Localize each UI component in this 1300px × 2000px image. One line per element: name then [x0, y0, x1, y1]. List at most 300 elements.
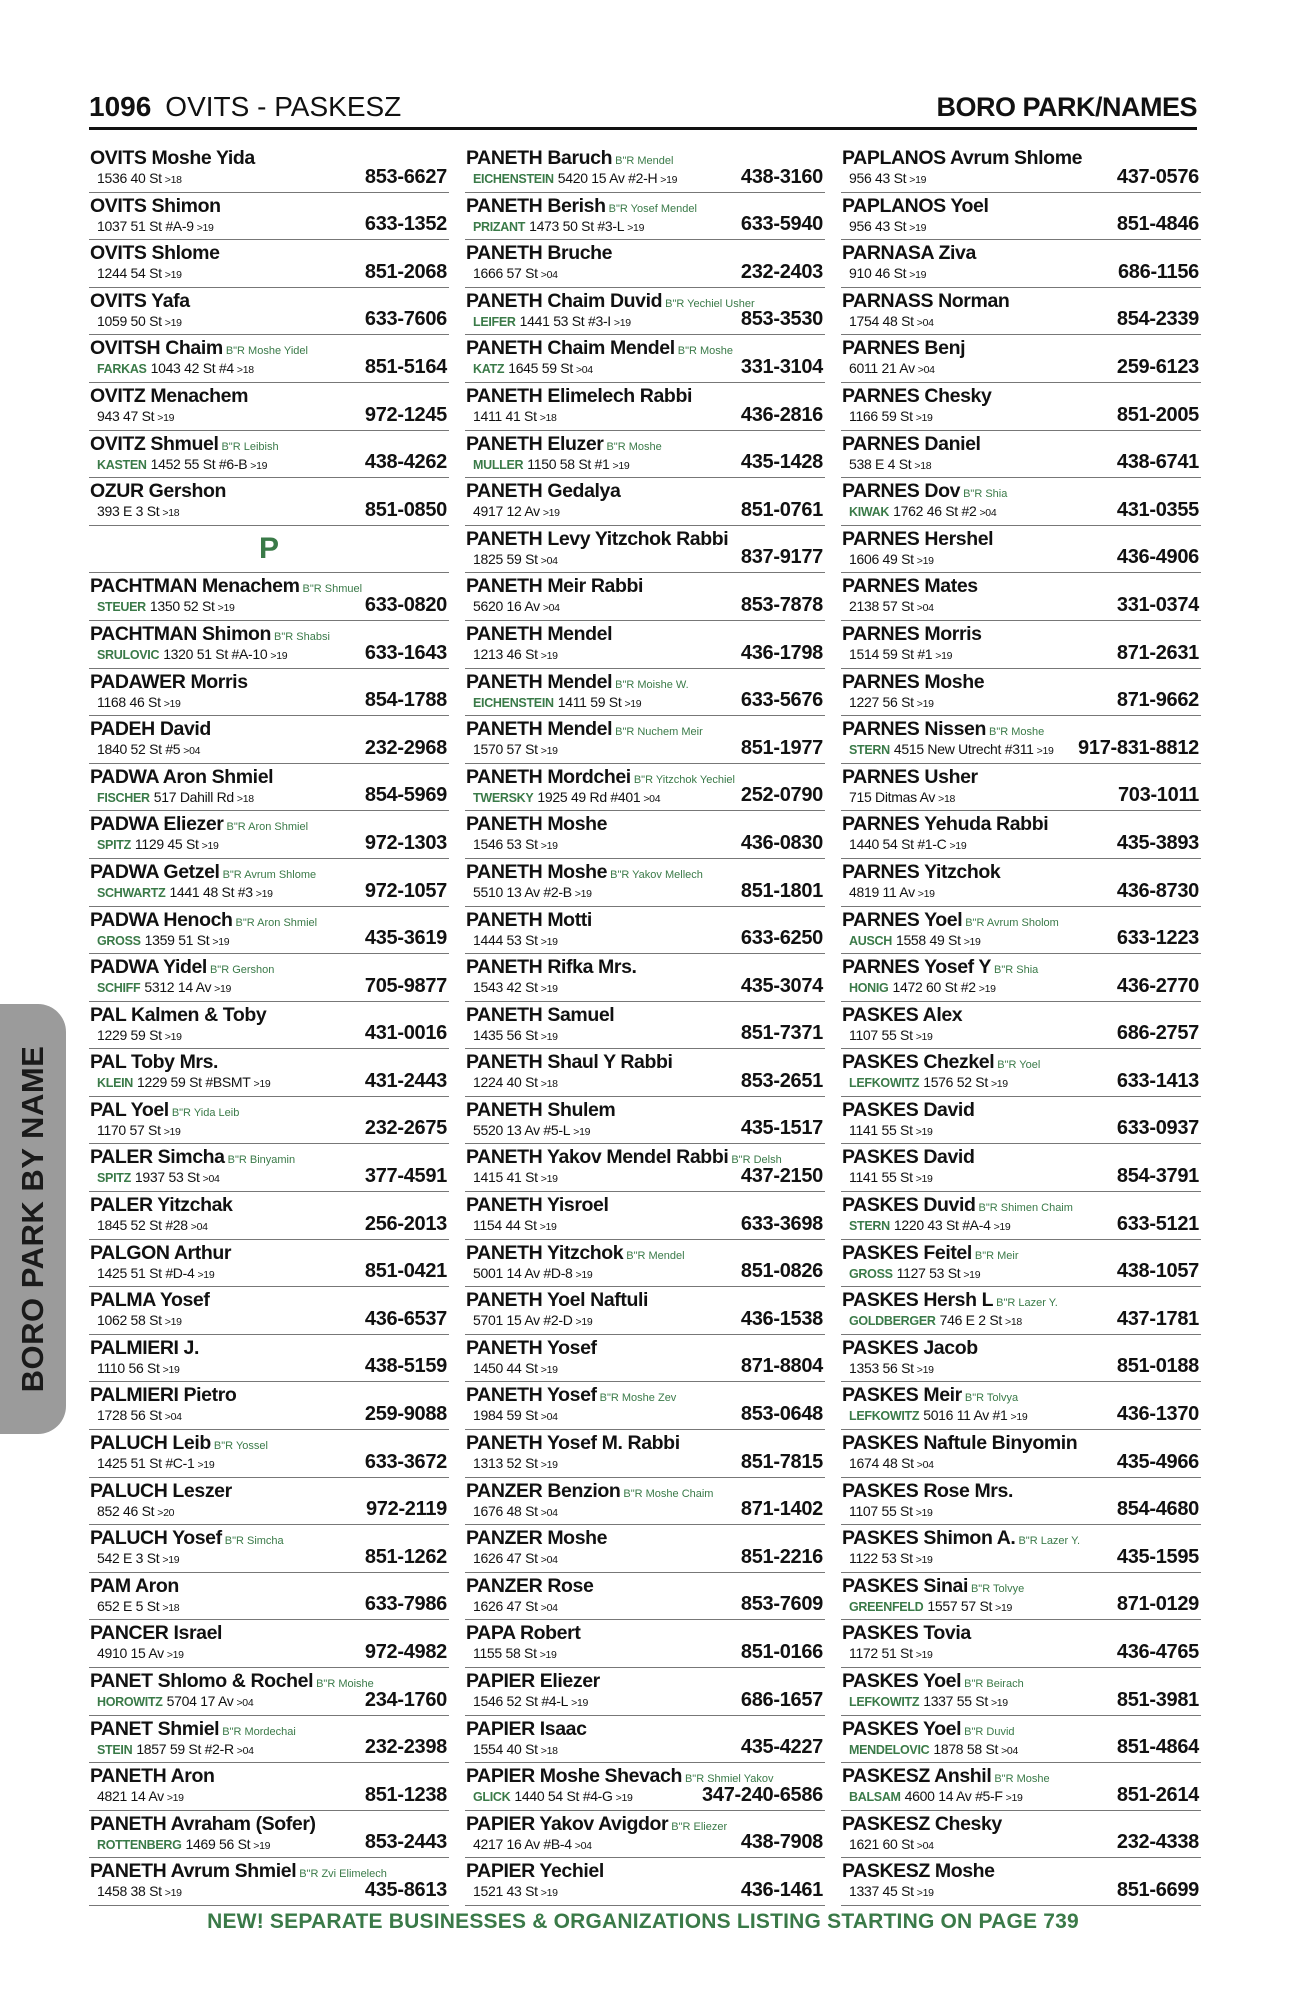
- listing-address: 5312 14 Av: [144, 979, 212, 996]
- listing-address-line: [97, 1550, 179, 1566]
- listing-name: [466, 1860, 604, 1883]
- listing-name: [90, 861, 316, 884]
- listing-phone: 436-4765: [1116, 1641, 1199, 1663]
- listing-parent-note: B"R Moshe: [606, 440, 662, 453]
- listing-zip-code: >19: [963, 1268, 981, 1281]
- listing-address-line: [473, 789, 660, 805]
- listing-family-name: AUSCH: [849, 933, 892, 948]
- listing-phone: 851-0188: [1116, 1355, 1199, 1378]
- listing-address-line: [849, 1598, 1012, 1614]
- listing-family-name: EICHENSTEIN: [473, 695, 554, 710]
- listing-name-text: PANETH Shulem: [466, 1098, 616, 1121]
- listing-zip-code: >04: [916, 1839, 934, 1852]
- listing-name-text: PARNES Nissen: [842, 718, 986, 741]
- listing-zip-code: >19: [909, 269, 927, 282]
- listing-entry: [89, 1620, 449, 1668]
- listing-address: 1227 56 St: [849, 693, 914, 710]
- listing-entry: [89, 1144, 449, 1192]
- listing-parent-note: B"R Shmiel Yakov: [684, 1773, 774, 1786]
- listing-family-name: STEIN: [97, 1742, 133, 1757]
- listing-zip-code: >19: [917, 887, 935, 900]
- listing-address: 517 Dahill Rd: [153, 788, 234, 805]
- listing-name-text: PARNES Yehuda Rabbi: [842, 813, 1049, 836]
- listing-entry: [89, 907, 449, 955]
- listing-name: [90, 956, 274, 979]
- listing-address-line: [473, 1741, 558, 1757]
- listing-zip-code: >19: [540, 745, 558, 758]
- listing-address: 4600 14 Av #5-F: [904, 1788, 1003, 1805]
- listing-name-text: PALMIERI J.: [90, 1336, 200, 1359]
- listing-zip-code: >19: [909, 174, 927, 186]
- listing-phone: 851-2005: [1116, 403, 1199, 426]
- listing-name-text: PAPIER Yechiel: [466, 1860, 604, 1883]
- listing-entry: [841, 288, 1201, 336]
- listing-name: [90, 195, 221, 218]
- listing-name: [466, 242, 612, 265]
- listing-entry: [89, 1811, 449, 1859]
- listing-name-text: PAPIER Isaac: [466, 1717, 587, 1740]
- listing-zip-code: >19: [201, 840, 219, 853]
- listing-address-line: [97, 1883, 182, 1899]
- listing-name: [90, 1622, 222, 1645]
- listing-zip-code: >19: [915, 1173, 933, 1186]
- listing-name-text: PANETH Rifka Mrs.: [466, 956, 637, 979]
- listing-name-text: PARNES Dov: [842, 480, 961, 503]
- listing-entry: [89, 669, 449, 717]
- listing-family-name: HONIG: [849, 981, 889, 996]
- listing-parent-note: B"R Gershon: [209, 964, 275, 977]
- listing-parent-note: B"R Leibish: [221, 440, 279, 453]
- listing-name-text: OVITZ Shmuel: [90, 432, 219, 455]
- listing-entry: [89, 573, 449, 621]
- listing-address-line: [849, 1360, 934, 1376]
- listing-parent-note: B"R Moshe Chaim: [623, 1487, 714, 1500]
- listing-parent-note: B"R Avrum Sholom: [965, 916, 1059, 929]
- listing-name: [466, 813, 607, 836]
- listing-address: 1172 51 St: [849, 1645, 913, 1662]
- listing-entry: [465, 1478, 825, 1526]
- listing-address-line: [849, 218, 926, 234]
- listing-name: [842, 1670, 1024, 1693]
- listing-parent-note: B"R Aron Shmiel: [235, 916, 318, 929]
- listing-zip-code: >19: [166, 1792, 184, 1805]
- listing-name: [90, 813, 308, 836]
- listing-zip-code: >18: [236, 792, 254, 805]
- listing-name: [842, 147, 1082, 170]
- listing-zip-code: >19: [615, 1792, 633, 1805]
- listing-address-line: [849, 979, 996, 995]
- listing-name-text: OVITS Moshe Yida: [90, 147, 255, 169]
- listing-name-text: PANETH Yitzchok: [466, 1241, 624, 1264]
- listing-name-text: PAPLANOS Avrum Shlome: [842, 147, 1083, 169]
- listing-address-line: [849, 1550, 933, 1566]
- listing-name-text: PARNES Yoel: [842, 908, 963, 931]
- listing-name: [90, 1432, 268, 1455]
- listing-address-line: [97, 836, 219, 852]
- listing-zip-code: >19: [540, 649, 558, 662]
- listing-address: 1037 51 St #A-9: [97, 217, 194, 234]
- listing-zip-code: >19: [915, 1030, 933, 1043]
- listing-entry: [465, 1144, 825, 1192]
- listing-zip-code: >19: [990, 1697, 1008, 1709]
- listing-address-line: [473, 1883, 558, 1899]
- listing-name: [466, 290, 755, 313]
- listing-entry: [841, 1858, 1201, 1906]
- listing-address-line: [473, 1027, 558, 1043]
- listing-name-text: PANETH Mendel: [466, 670, 613, 693]
- listing-name: [466, 480, 620, 503]
- listing-entry: [841, 1716, 1201, 1764]
- listing-entry: [841, 1240, 1201, 1288]
- listing-phone: 436-1370: [1116, 1403, 1199, 1426]
- listing-parent-note: B"R Shimen Chaim: [978, 1202, 1073, 1215]
- listing-parent-note: B"R Avrum Shlome: [222, 868, 317, 881]
- listing-phone: 259-6123: [1116, 355, 1199, 378]
- listing-zip-code: >19: [164, 1030, 182, 1043]
- listing-entry: [89, 1335, 449, 1383]
- listing-phone: 232-2675: [364, 1117, 447, 1140]
- listing-name-text: PANETH Yakov Mendel Rabbi: [466, 1146, 729, 1169]
- listing-address-line: [473, 503, 560, 519]
- listing-phone: 705-9877: [364, 974, 447, 997]
- listing-zip-code: >19: [963, 935, 981, 948]
- listing-address: 1435 56 St: [473, 1026, 538, 1043]
- listing-zip-code: >19: [540, 1459, 558, 1472]
- listing-address: 1728 56 St: [97, 1407, 162, 1424]
- listing-name-text: PANETH Yoel Naftuli: [466, 1289, 649, 1312]
- listing-parent-note: B"R Moishe W.: [615, 678, 689, 691]
- listing-name: [842, 195, 989, 218]
- listing-entry: [841, 1811, 1201, 1859]
- listing-parent-note: B"R Nuchem Meir: [615, 726, 703, 739]
- listing-name-text: PARNES Benj: [842, 337, 966, 360]
- listing-zip-code: >04: [202, 1173, 220, 1186]
- listing-address-line: [849, 1027, 933, 1043]
- listing-address-line: [97, 1169, 220, 1185]
- listing-name-text: PARNES Morris: [842, 622, 982, 645]
- listing-name-text: PASKESZ Anshil: [842, 1765, 992, 1788]
- listing-name-text: PANZER Rose: [466, 1574, 594, 1597]
- listing-address-line: [849, 884, 935, 900]
- listing-address: 1150 58 St #1: [527, 455, 610, 472]
- listing-name: [842, 718, 1044, 741]
- listing-address: 1337 45 St: [849, 1883, 914, 1900]
- listing-phone: 438-4262: [364, 451, 447, 474]
- listing-name: [466, 1004, 614, 1027]
- listing-entry: [89, 1240, 449, 1288]
- listing-name-text: PANCER Israel: [90, 1622, 223, 1645]
- listing-entry: [465, 669, 825, 717]
- listing-address: 1984 59 St: [473, 1407, 538, 1424]
- listing-phone: 633-5121: [1116, 1212, 1199, 1235]
- listing-entry: [841, 1097, 1201, 1145]
- listing-address: 5016 11 Av #1: [923, 1407, 1008, 1424]
- listing-family-name: GREENFELD: [849, 1599, 924, 1614]
- listing-name-text: PASKESZ Chesky: [842, 1812, 1002, 1835]
- listing-name: [90, 1384, 236, 1407]
- listing-entry: [465, 335, 825, 383]
- listing-name: [842, 1527, 1080, 1550]
- listing-zip-code: >19: [163, 1125, 181, 1138]
- listing-address: 1415 41 St: [473, 1169, 538, 1186]
- listing-address-line: [473, 932, 558, 948]
- listing-name: [466, 195, 697, 218]
- listing-address-line: [849, 598, 934, 614]
- listing-zip-code: >19: [162, 1554, 180, 1567]
- listing-entry: [89, 859, 449, 907]
- listing-name: [90, 480, 226, 503]
- listing-zip-code: >19: [212, 935, 230, 948]
- listing-address: 538 E 4 St: [849, 455, 912, 472]
- listing-phone: 851-3981: [1116, 1688, 1199, 1711]
- listing-address-line: [97, 741, 200, 757]
- listing-address-line: [473, 646, 558, 662]
- listing-phone: 633-5940: [740, 213, 823, 236]
- listing-zip-code: >19: [540, 840, 558, 853]
- listing-family-name: LEIFER: [473, 314, 516, 329]
- listing-entry: [841, 1430, 1201, 1478]
- listing-family-name: KATZ: [473, 362, 505, 377]
- listing-entry: [465, 1192, 825, 1240]
- listing-name: [842, 1194, 1073, 1217]
- listing-address-line: [473, 1074, 558, 1090]
- listing-address: 956 43 St: [849, 217, 907, 234]
- listing-address: 1514 59 St #1: [849, 645, 933, 662]
- listing-zip-code: >04: [540, 1411, 558, 1424]
- listing-phone: 633-1413: [1116, 1069, 1199, 1092]
- listing-phone: 851-1977: [740, 736, 823, 759]
- listing-address-line: [97, 456, 267, 472]
- listing-phone: 436-8730: [1116, 879, 1199, 902]
- listing-name-text: PANET Shmiel: [90, 1717, 220, 1740]
- listing-phone: 851-2614: [1116, 1783, 1199, 1806]
- listing-address: 1411 41 St: [473, 407, 537, 424]
- listing-address: 652 E 5 St: [97, 1597, 160, 1614]
- listing-address-line: [473, 741, 558, 757]
- listing-phone: 435-3619: [364, 927, 447, 950]
- listing-name: [466, 1289, 648, 1312]
- listing-entry: [465, 1525, 825, 1573]
- listing-name-text: PAM Aron: [90, 1574, 179, 1597]
- listing-phone: 435-4227: [740, 1736, 823, 1759]
- listing-name-text: PASKES Naftule Binyomin: [842, 1432, 1078, 1455]
- listing-name: [842, 1480, 1013, 1503]
- listing-parent-note: B"R Moishe: [316, 1678, 374, 1690]
- listing-entry: [465, 811, 825, 859]
- listing-name: [466, 1622, 580, 1645]
- listing-address: 1546 53 St: [473, 836, 538, 853]
- listing-address-line: [473, 1550, 558, 1566]
- listing-address: 1350 52 St: [149, 598, 215, 615]
- listing-entry: [841, 1573, 1201, 1621]
- listing-name: [90, 1289, 209, 1312]
- listing-parent-note: B"R Duvid: [964, 1725, 1015, 1738]
- listing-address: 1621 60 St: [849, 1835, 914, 1852]
- listing-name: [466, 385, 692, 408]
- listing-name-text: PASKES Hersh L: [842, 1289, 994, 1312]
- listing-family-name: KLEIN: [97, 1076, 134, 1091]
- listing-parent-note: B"R Beirach: [964, 1678, 1024, 1690]
- listing-zip-code: >19: [575, 1268, 593, 1281]
- listing-phone: 972-2119: [365, 1498, 447, 1521]
- listing-entry: [465, 716, 825, 764]
- listing-phone: 438-6741: [1116, 451, 1199, 474]
- listing-name-text: PANZER Moshe: [466, 1527, 608, 1550]
- listing-address-line: [473, 265, 558, 281]
- listing-name: [466, 1384, 676, 1407]
- listing-name-text: PASKES Chezkel: [842, 1051, 995, 1074]
- listing-phone: 331-0374: [1116, 593, 1199, 616]
- listing-address: 1313 52 St: [473, 1455, 538, 1472]
- listing-entry: [465, 1287, 825, 1335]
- listing-zip-code: >19: [539, 1649, 557, 1662]
- listing-family-name: MENDELOVIC: [849, 1742, 930, 1757]
- listing-name: [90, 1527, 284, 1550]
- listing-address: 1754 48 St: [849, 312, 914, 329]
- listing-name-text: PARNASA Ziva: [842, 242, 976, 265]
- listing-phone: 259-9088: [364, 1403, 447, 1426]
- listing-phone: 633-1223: [1116, 927, 1199, 950]
- listing-phone: 347-240-6586: [702, 1783, 823, 1806]
- listing-entry: [89, 431, 449, 479]
- listing-name-text: PALMA Yosef: [90, 1289, 210, 1312]
- listing-address-line: [473, 694, 641, 710]
- listing-address: 1441 53 St #3-I: [519, 312, 611, 329]
- listing-zip-code: >20: [157, 1506, 175, 1519]
- listing-zip-code: >04: [542, 602, 560, 615]
- listing-entry: [89, 1002, 449, 1050]
- listing-name: [466, 909, 592, 932]
- listing-name-text: PANETH Berish: [466, 194, 606, 217]
- listing-name: [466, 575, 643, 598]
- listing-name: [90, 337, 308, 360]
- listing-phone: 871-0129: [1116, 1593, 1199, 1616]
- listing-zip-code: >04: [540, 1601, 558, 1614]
- listing-entry: [89, 1097, 449, 1145]
- listing-family-name: STEUER: [97, 600, 146, 615]
- listing-address-line: [473, 313, 631, 329]
- listing-zip-code: >04: [643, 792, 661, 805]
- listing-entry: [841, 240, 1201, 288]
- listing-zip-code: >19: [612, 459, 630, 472]
- listing-phone: 854-5969: [364, 784, 447, 807]
- listing-column-1: [89, 145, 449, 1906]
- listing-zip-code: >19: [164, 316, 182, 329]
- listing-name-text: PALUCH Yosef: [90, 1527, 222, 1550]
- listing-address: 1213 46 St: [473, 645, 538, 662]
- listing-family-name: SRULOVIC: [97, 647, 160, 662]
- listing-entry: [89, 716, 449, 764]
- side-thumb-tab: [0, 1004, 66, 1434]
- listing-name-text: PAPIER Yakov Avigdor: [466, 1812, 669, 1835]
- listing-phone: 232-4338: [1116, 1831, 1199, 1854]
- listing-address-line: [97, 884, 273, 900]
- listing-entry: [841, 1287, 1201, 1335]
- listing-phone: 851-0850: [364, 498, 447, 521]
- listing-address-line: [849, 1836, 934, 1852]
- listing-entry: [89, 478, 449, 526]
- listing-address: 1473 50 St #3-L: [529, 217, 625, 234]
- listing-parent-note: B"R Shia: [963, 488, 1008, 501]
- listing-phone: 853-6627: [364, 165, 447, 188]
- listing-address: 1543 42 St: [473, 979, 538, 996]
- listing-phone: 633-1352: [364, 213, 447, 236]
- listing-address-line: [97, 1312, 182, 1328]
- listing-zip-code: >04: [164, 1411, 182, 1424]
- listing-zip-code: >19: [255, 887, 273, 900]
- listing-address-line: [849, 1407, 1027, 1423]
- listing-address-line: [473, 1217, 557, 1233]
- listing-name: [466, 1099, 615, 1122]
- listing-phone: 972-1303: [364, 831, 447, 854]
- listing-address: 2138 57 St: [849, 598, 914, 615]
- listing-phone: 837-9177: [740, 546, 823, 569]
- listing-zip-code: >04: [236, 1744, 254, 1757]
- listing-address: 4217 16 Av #B-4: [473, 1835, 572, 1852]
- listing-address-line: [849, 1265, 980, 1281]
- listing-parent-note: B"R Yida Leib: [171, 1106, 240, 1119]
- listing-entry: [89, 1287, 449, 1335]
- listing-address: 1857 59 St #2-R: [136, 1740, 234, 1757]
- listing-address: 1570 57 St: [473, 741, 538, 758]
- listing-zip-code: >19: [250, 459, 268, 472]
- listing-name-text: PANETH Chaim Duvid: [466, 289, 663, 312]
- listing-address: 4819 11 Av: [849, 883, 915, 900]
- listing-address-line: [473, 1122, 590, 1138]
- listing-zip-code: >04: [1001, 1744, 1018, 1757]
- listing-address-line: [97, 1407, 182, 1423]
- listing-address-line: [97, 1741, 254, 1757]
- listing-address-line: [473, 836, 558, 852]
- listing-name-text: PANETH Avraham (Sofer): [90, 1812, 316, 1835]
- listing-name: [842, 1051, 1040, 1074]
- listing-address: 4515 New Utrecht #311: [893, 741, 1034, 758]
- listing-address: 1546 52 St #4-L: [473, 1693, 569, 1709]
- listing-name-text: PANETH Samuel: [466, 1003, 615, 1026]
- listing-name-text: PANETH Yosef: [466, 1336, 597, 1359]
- listing-parent-note: B"R Meir: [974, 1249, 1019, 1262]
- listing-phone: 972-1245: [364, 403, 447, 426]
- listing-entry: [465, 240, 825, 288]
- listing-zip-code: >19: [542, 507, 560, 520]
- listing-zip-code: >19: [217, 602, 235, 615]
- listing-address: 1626 47 St: [473, 1550, 538, 1567]
- listing-parent-note: B"R Mendel: [626, 1249, 685, 1262]
- listing-address: 910 46 St: [849, 265, 907, 282]
- listing-name-text: PALUCH Leszer: [90, 1479, 232, 1502]
- listing-entry: [89, 1430, 449, 1478]
- listing-family-name: SCHWARTZ: [97, 885, 166, 900]
- listing-entry: [89, 954, 449, 1002]
- listing-phone: 436-0830: [740, 831, 823, 854]
- listing-name: [90, 766, 273, 789]
- listing-name: [842, 575, 978, 598]
- listing-entry: [465, 1002, 825, 1050]
- listing-address-line: [849, 789, 955, 805]
- listing-address: 5620 16 Av: [473, 598, 540, 615]
- listing-name: [842, 1813, 1002, 1836]
- listing-parent-note: B"R Mendel: [615, 155, 674, 167]
- listing-address-line: [849, 503, 996, 519]
- listing-entry: [89, 383, 449, 431]
- listing-address-line: [473, 456, 629, 472]
- listing-family-name: LEFKOWITZ: [849, 1695, 920, 1709]
- listing-family-name: STERN: [849, 1219, 890, 1234]
- listing-address-line: [849, 360, 935, 376]
- listing-address: 1168 46 St: [97, 693, 161, 710]
- listing-parent-note: B"R Eliezer: [671, 1820, 728, 1833]
- listing-name: [90, 1146, 295, 1169]
